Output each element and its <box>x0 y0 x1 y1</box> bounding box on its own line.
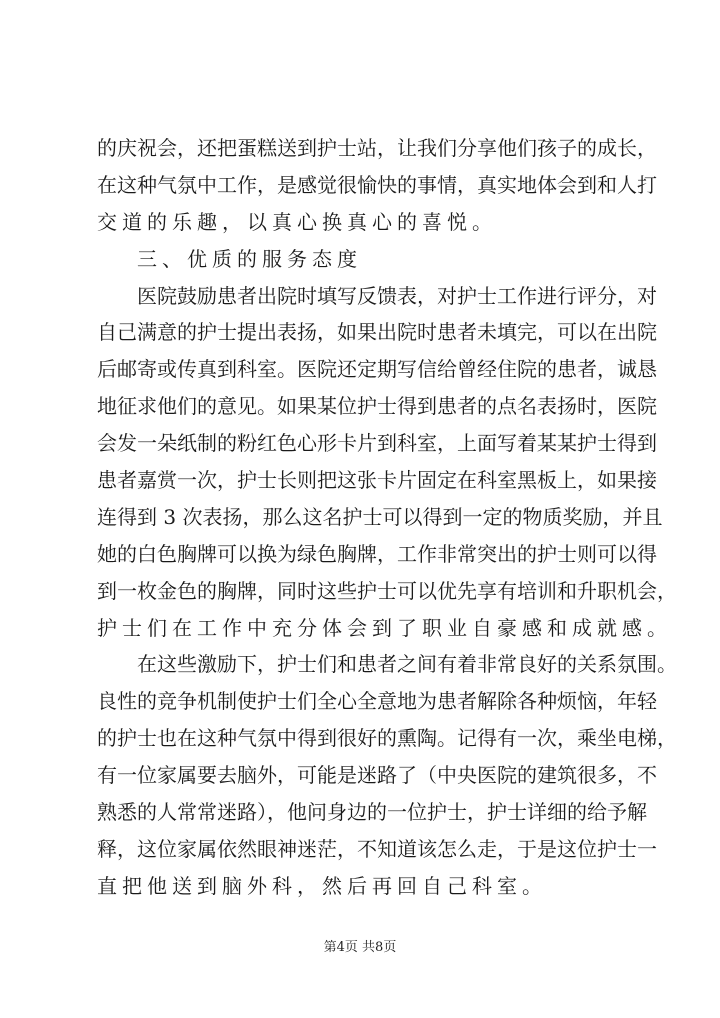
text-line: 交道的乐趣，以真心换真心的喜悦。 <box>97 209 497 234</box>
text-line: 后邮寄或传真到科室。医院还定期写信给曾经住院的患者，诚恳 <box>97 357 657 382</box>
paragraph <box>97 646 677 904</box>
text-line: 连得到 3 次表扬，那么这名护士可以得到一定的物质奖励，并且 <box>97 504 663 529</box>
paragraph <box>97 130 657 241</box>
text-line: 医院鼓励患者出院时填写反馈表，对护士工作进行评分，对 <box>137 283 657 308</box>
text-line: 自己满意的护士提出表扬，如果出院时患者未填完，可以在出院 <box>97 320 657 345</box>
document-body <box>97 130 677 905</box>
paragraph <box>97 241 627 278</box>
page-footer: 第4页 共8页 <box>323 940 397 955</box>
paragraph <box>97 278 677 647</box>
text-line: 有一位家属要去脑外，可能是迷路了（中央医院的建筑很多，不 <box>97 763 657 788</box>
text-line: 三、优质的服务态度 <box>137 246 362 271</box>
text-line: 她的白色胸牌可以换为绿色胸牌，工作非常突出的护士则可以得 <box>97 541 657 566</box>
text-line: 会发一朵纸制的粉红色心形卡片到科室，上面写着某某护士得到 <box>97 431 657 456</box>
text-line: 良性的竞争机制使护士们全心全意地为患者解除各种烦恼，年轻 <box>97 689 657 714</box>
text-line: 护士们在工作中充分体会到了职业自豪感和成就感。 <box>97 615 672 640</box>
text-line: 直把他送到脑外科，然后再回自己科室。 <box>97 873 547 898</box>
text-line: 熟悉的人常常迷路），他问身边的一位护士，护士详细的给予解 <box>97 800 647 825</box>
text-line: 释，这位家属依然眼神迷茫，不知道该怎么走，于是这位护士一 <box>97 836 657 861</box>
text-line: 在这些激励下，护士们和患者之间有着非常良好的关系氛围。 <box>137 652 677 677</box>
text-line: 地征求他们的意见。如果某位护士得到患者的点名表扬时，医院 <box>97 394 657 419</box>
text-line: 的护士也在这种气氛中得到很好的熏陶。记得有一次，乘坐电梯， <box>97 726 677 751</box>
text-line: 在这种气氛中工作，是感觉很愉快的事情，真实地体会到和人打 <box>97 172 657 197</box>
text-line: 到一枚金色的胸牌，同时这些护士可以优先享有培训和升职机会， <box>97 578 677 603</box>
text-line: 患者嘉赏一次，护士长则把这张卡片固定在科室黑板上，如果接 <box>97 468 657 493</box>
text-line: 的庆祝会，还把蛋糕送到护士站，让我们分享他们孩子的成长， <box>97 136 657 160</box>
